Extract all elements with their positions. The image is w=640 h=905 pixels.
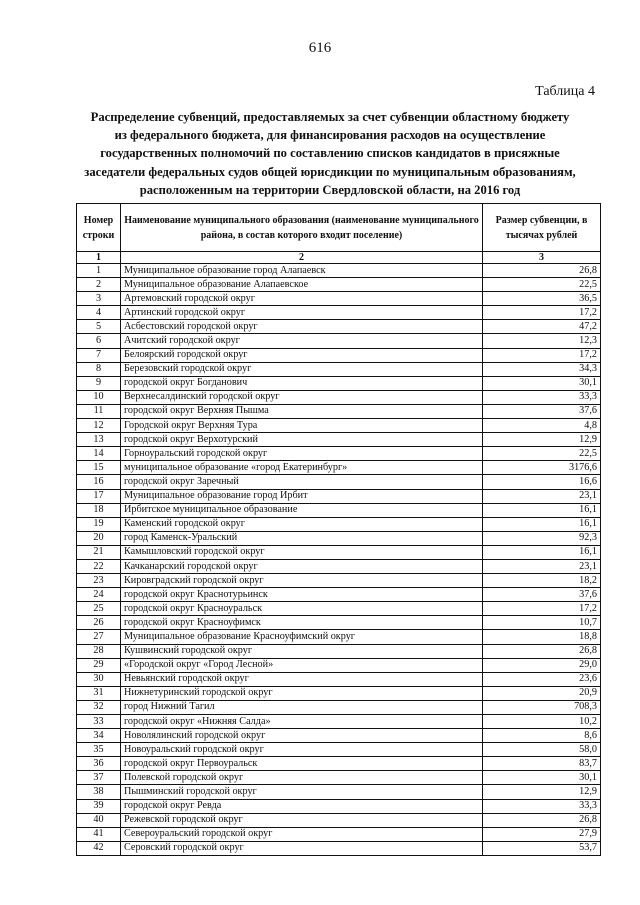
row-number-cell: 28 <box>77 644 121 658</box>
table-row <box>77 489 601 503</box>
row-number-cell: 21 <box>77 545 121 559</box>
table-row <box>77 362 601 376</box>
table-row <box>77 503 601 517</box>
municipality-name-cell: Кировградский городской округ <box>121 574 483 588</box>
table-row <box>77 658 601 672</box>
municipality-name-cell: «Городской округ «Город Лесной» <box>121 658 483 672</box>
table-row <box>77 799 601 813</box>
table-row <box>77 785 601 799</box>
row-number-cell: 4 <box>77 306 121 320</box>
row-number-cell: 24 <box>77 588 121 602</box>
table-row <box>77 390 601 404</box>
subvention-amount-cell: 12,9 <box>483 433 601 447</box>
subvention-amount-cell: 37,6 <box>483 588 601 602</box>
row-number-cell: 29 <box>77 658 121 672</box>
row-number-cell: 30 <box>77 672 121 686</box>
subvention-amount-cell: 30,1 <box>483 376 601 390</box>
table-row <box>77 376 601 390</box>
municipality-name-cell: Ачитский городской округ <box>121 334 483 348</box>
table-row <box>77 729 601 743</box>
table-label: Таблица 4 <box>535 84 595 99</box>
header-municipality-name: Наименование муниципального образования (наименование муниципального района, в состав которого входит поселение) <box>121 204 483 252</box>
municipality-name-cell: городской округ Верхняя Пышма <box>121 404 483 418</box>
subvention-amount-cell: 92,3 <box>483 531 601 545</box>
municipality-name-cell: Горноуральский городской округ <box>121 447 483 461</box>
subvention-amount-cell: 37,6 <box>483 404 601 418</box>
municipality-name-cell: городской округ Краснотурьинск <box>121 588 483 602</box>
row-number-cell: 15 <box>77 461 121 475</box>
subvention-amount-cell: 22,5 <box>483 447 601 461</box>
row-number-cell: 18 <box>77 503 121 517</box>
subvention-amount-cell: 4,8 <box>483 419 601 433</box>
row-number-cell: 41 <box>77 827 121 841</box>
municipality-name-cell: Артемовский городской округ <box>121 292 483 306</box>
subvention-amount-cell: 18,8 <box>483 630 601 644</box>
municipality-name-cell: Каменский городской округ <box>121 517 483 531</box>
subvention-amount-cell: 16,1 <box>483 517 601 531</box>
table-row <box>77 827 601 841</box>
table-row <box>77 813 601 827</box>
column-index: 3 <box>483 252 601 264</box>
municipality-name-cell: Муниципальное образование город Ирбит <box>121 489 483 503</box>
subvention-amount-cell: 33,3 <box>483 799 601 813</box>
table-row <box>77 602 601 616</box>
municipality-name-cell: городской округ Богданович <box>121 376 483 390</box>
subvention-amount-cell: 58,0 <box>483 743 601 757</box>
table-row <box>77 306 601 320</box>
subvention-amount-cell: 10,2 <box>483 715 601 729</box>
municipality-name-cell: городской округ «Нижняя Салда» <box>121 715 483 729</box>
table-row <box>77 616 601 630</box>
municipality-name-cell: Качканарский городской округ <box>121 559 483 573</box>
row-number-cell: 10 <box>77 390 121 404</box>
subvention-amount-cell: 3176,6 <box>483 461 601 475</box>
title-line: из федерального бюджета, для финансирования расходов на осуществление <box>114 128 546 143</box>
page-number: 616 <box>308 40 332 56</box>
municipality-name-cell: Ирбитское муниципальное образование <box>121 503 483 517</box>
municipality-name-cell: Муниципальное образование город Алапаевск <box>121 264 483 278</box>
subvention-amount-cell: 33,3 <box>483 390 601 404</box>
subvention-amount-cell: 8,6 <box>483 729 601 743</box>
table-row <box>77 278 601 292</box>
row-number-cell: 32 <box>77 700 121 714</box>
table-row <box>77 517 601 531</box>
table-row <box>77 475 601 489</box>
subvention-amount-cell: 17,2 <box>483 602 601 616</box>
subvention-amount-cell: 16,1 <box>483 545 601 559</box>
municipality-name-cell: Невьянский городской округ <box>121 672 483 686</box>
municipality-name-cell: Березовский городской округ <box>121 362 483 376</box>
municipality-name-cell: Верхнесалдинский городской округ <box>121 390 483 404</box>
subvention-amount-cell: 16,6 <box>483 475 601 489</box>
municipality-name-cell: Североуральский городской округ <box>121 827 483 841</box>
table-row <box>77 771 601 785</box>
table-row <box>77 320 601 334</box>
table-row <box>77 334 601 348</box>
row-number-cell: 31 <box>77 686 121 700</box>
row-number-cell: 42 <box>77 841 121 855</box>
municipality-name-cell: Пышминский городской округ <box>121 785 483 799</box>
subvention-amount-cell: 12,3 <box>483 334 601 348</box>
row-number-cell: 9 <box>77 376 121 390</box>
municipality-name-cell: городской округ Первоуральск <box>121 757 483 771</box>
row-number-cell: 2 <box>77 278 121 292</box>
title-line: расположенным на территории Свердловской области, на 2016 год <box>139 182 521 197</box>
title-line: заседатели федеральных судов общей юрисдикции по муниципальным образованиям, <box>84 164 576 179</box>
row-number-cell: 34 <box>77 729 121 743</box>
subvention-amount-cell: 26,8 <box>483 644 601 658</box>
row-number-cell: 7 <box>77 348 121 362</box>
row-number-cell: 16 <box>77 475 121 489</box>
row-number-cell: 17 <box>77 489 121 503</box>
subvention-amount-cell: 10,7 <box>483 616 601 630</box>
row-number-cell: 26 <box>77 616 121 630</box>
subvention-amount-cell: 12,9 <box>483 785 601 799</box>
row-number-cell: 22 <box>77 559 121 573</box>
row-number-cell: 20 <box>77 531 121 545</box>
row-number-cell: 6 <box>77 334 121 348</box>
municipality-name-cell: Кушвинский городской округ <box>121 644 483 658</box>
municipality-name-cell: Муниципальное образование Красноуфимский округ <box>121 630 483 644</box>
municipality-name-cell: Белоярский городской округ <box>121 348 483 362</box>
table-row <box>77 672 601 686</box>
row-number-cell: 3 <box>77 292 121 306</box>
table-row <box>77 630 601 644</box>
table-row <box>77 757 601 771</box>
subvention-amount-cell: 26,8 <box>483 264 601 278</box>
subvention-amount-cell: 16,1 <box>483 503 601 517</box>
subvention-amount-cell: 53,7 <box>483 841 601 855</box>
table-row <box>77 715 601 729</box>
municipality-name-cell: городской округ Красноуральск <box>121 602 483 616</box>
header-subvention-amount: Размер субвенции, в тысячах рублей <box>483 204 601 252</box>
municipality-name-cell: городской округ Верхотурский <box>121 433 483 447</box>
subvention-amount-cell: 36,5 <box>483 292 601 306</box>
municipality-name-cell: город Нижний Тагил <box>121 700 483 714</box>
municipality-name-cell: муниципальное образование «город Екатеринбург» <box>121 461 483 475</box>
municipality-name-cell: Артинский городской округ <box>121 306 483 320</box>
subvention-amount-cell: 26,8 <box>483 813 601 827</box>
row-number-cell: 35 <box>77 743 121 757</box>
subvention-amount-cell: 30,1 <box>483 771 601 785</box>
row-number-cell: 27 <box>77 630 121 644</box>
table-row <box>77 404 601 418</box>
municipality-name-cell: Камышловский городской округ <box>121 545 483 559</box>
municipality-name-cell: город Каменск-Уральский <box>121 531 483 545</box>
row-number-cell: 39 <box>77 799 121 813</box>
municipality-name-cell: Новолялинский городской округ <box>121 729 483 743</box>
header-row-number: Номер строки <box>77 204 121 252</box>
table-row <box>77 700 601 714</box>
document-title <box>70 108 590 199</box>
subvention-table <box>76 203 601 856</box>
table-row <box>77 559 601 573</box>
municipality-name-cell: Городской округ Верхняя Тура <box>121 419 483 433</box>
title-line: Распределение субвенций, предоставляемых за счет субвенции областному бюджету <box>90 110 570 124</box>
table-row <box>77 461 601 475</box>
table-row <box>77 841 601 855</box>
table-row <box>77 433 601 447</box>
column-index: 1 <box>77 252 121 264</box>
row-number-cell: 8 <box>77 362 121 376</box>
municipality-name-cell: городской округ Ревда <box>121 799 483 813</box>
subvention-amount-cell: 708,3 <box>483 700 601 714</box>
subvention-amount-cell: 18,2 <box>483 574 601 588</box>
row-number-cell: 36 <box>77 757 121 771</box>
table-row <box>77 292 601 306</box>
table-row <box>77 574 601 588</box>
subvention-amount-cell: 23,1 <box>483 559 601 573</box>
table-row <box>77 531 601 545</box>
table-row <box>77 686 601 700</box>
row-number-cell: 33 <box>77 715 121 729</box>
subvention-amount-cell: 17,2 <box>483 348 601 362</box>
municipality-name-cell: Режевской городской округ <box>121 813 483 827</box>
subvention-amount-cell: 47,2 <box>483 320 601 334</box>
municipality-name-cell: Асбестовский городской округ <box>121 320 483 334</box>
row-number-cell: 19 <box>77 517 121 531</box>
municipality-name-cell: Новоуральский городской округ <box>121 743 483 757</box>
subvention-amount-cell: 27,9 <box>483 827 601 841</box>
table-row <box>77 545 601 559</box>
subvention-amount-cell: 22,5 <box>483 278 601 292</box>
subvention-amount-cell: 17,2 <box>483 306 601 320</box>
row-number-cell: 38 <box>77 785 121 799</box>
subvention-amount-cell: 23,1 <box>483 489 601 503</box>
subvention-amount-cell: 20,9 <box>483 686 601 700</box>
subvention-amount-cell: 83,7 <box>483 757 601 771</box>
municipality-name-cell: городской округ Красноуфимск <box>121 616 483 630</box>
municipality-name-cell: городской округ Заречный <box>121 475 483 489</box>
row-number-cell: 23 <box>77 574 121 588</box>
table-row <box>77 264 601 278</box>
table-row <box>77 644 601 658</box>
row-number-cell: 5 <box>77 320 121 334</box>
municipality-name-cell: Нижнетуринский городской округ <box>121 686 483 700</box>
row-number-cell: 40 <box>77 813 121 827</box>
table-row <box>77 588 601 602</box>
row-number-cell: 25 <box>77 602 121 616</box>
table-row <box>77 743 601 757</box>
subvention-amount-cell: 23,6 <box>483 672 601 686</box>
table-row <box>77 447 601 461</box>
subvention-amount-cell: 29,0 <box>483 658 601 672</box>
row-number-cell: 13 <box>77 433 121 447</box>
table-row <box>77 419 601 433</box>
row-number-cell: 11 <box>77 404 121 418</box>
column-index: 2 <box>121 252 483 264</box>
row-number-cell: 14 <box>77 447 121 461</box>
municipality-name-cell: Серовский городской округ <box>121 841 483 855</box>
municipality-name-cell: Полевской городской округ <box>121 771 483 785</box>
subvention-amount-cell: 34,3 <box>483 362 601 376</box>
row-number-cell: 1 <box>77 264 121 278</box>
table-row <box>77 348 601 362</box>
municipality-name-cell: Муниципальное образование Алапаевское <box>121 278 483 292</box>
title-line: государственных полномочий по составлению списков кандидатов в присяжные <box>100 146 560 161</box>
row-number-cell: 37 <box>77 771 121 785</box>
row-number-cell: 12 <box>77 419 121 433</box>
